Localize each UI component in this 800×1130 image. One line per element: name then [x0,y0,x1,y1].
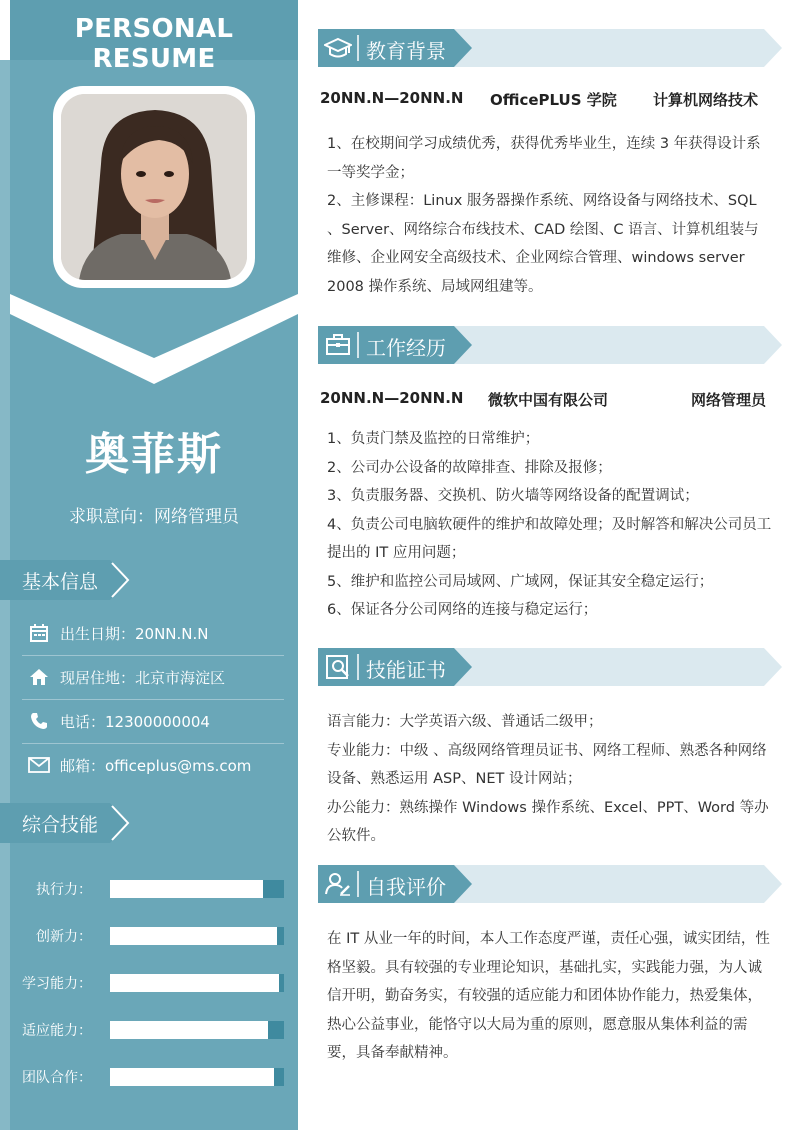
certificate-search-icon [324,653,352,681]
self-eval-title: 自我评价 [366,875,446,899]
skill-row [0,925,298,947]
certificates-title: 技能证书 [366,658,446,682]
work-detail-line: 3、负责服务器、交换机、防火墙等网络设备的配置调试； [327,488,699,504]
info-address [28,662,288,692]
certificates-details [327,708,772,851]
phone-icon [28,710,50,732]
info-email-text: 邮箱：officeplus@ms.com [60,756,252,775]
education-major: 计算机网络技术 [653,91,759,109]
work-company: 微软中国有限公司 [488,391,609,409]
education-detail-line: 2、主修课程：Linux 服务器操作系统、网络设备与网络技术、SQL 、Server、网络综合布线技术、CAD 绘图、C 语言、计算机组装与维修、企业网安全高级技术、企业网综合管理、windows server 2008 操作系统、局域网组建等。 [327,193,759,295]
skill-bar-fill [110,880,263,898]
work-details [327,425,772,625]
skill-row [0,878,298,900]
work-detail-line: 6、保证各分公司网络的连接与稳定运行； [327,602,598,618]
work-header [318,326,782,364]
skill-label: 适应能力： [22,1023,92,1039]
work-title: 工作经历 [366,336,446,360]
work-detail-line: 2、公司办公设备的故障排查、排除及报修； [327,459,612,476]
skills-title: 综合技能 [22,814,99,836]
skill-bar-fill [110,974,279,992]
work-detail-line: 5、维护和监控公司局域网、广域网，保证其安全稳定运行； [327,573,714,590]
info-phone [28,706,288,736]
portrait-icon [61,94,247,280]
briefcase-icon [324,331,352,359]
education-school: OfficePLUS 学院 [490,91,617,109]
user-edit-icon [324,870,352,898]
skill-row [0,1066,298,1088]
skill-bar-track [110,927,284,945]
avatar-frame [53,86,255,288]
chevron-decoration [0,280,298,390]
graduation-cap-icon [324,34,352,62]
sidebar [0,0,298,1130]
education-detail-line: 1、在校期间学习成绩优秀，获得优秀毕业生，连续 3 年获得设计系一等奖学金； [327,136,761,181]
skill-bar-fill [110,1021,268,1039]
avatar [61,94,247,280]
work-detail-line: 4、负责公司电脑软硬件的维护和故障处理；及时解答和解决公司员工提出的 IT 应用问题； [327,516,772,561]
certificates-header [318,648,782,686]
skill-bar-fill [110,1068,274,1086]
skill-label: 团队合作： [22,1070,92,1086]
info-birth-text: 出生日期：20NN.N.N [60,624,209,643]
education-details [327,130,772,301]
education-header [318,29,782,67]
skill-bar-track [110,974,284,992]
candidate-name: 奥菲斯 [85,429,223,480]
skill-bar-track [110,880,284,898]
info-birth [28,618,288,648]
skill-row [0,1019,298,1041]
job-intent: 求职意向：网络管理员 [69,507,239,527]
education-period: 20NN.N—20NN.N [320,89,464,107]
self-eval-header [318,865,782,903]
mail-icon [28,754,50,776]
self-eval-text: 在 IT 从业一年的时间，本人工作态度严谨，责任心强，诚实团结，性格坚毅。具有较强的专业理论知识，基础扎实，实践能力强，为人诚信开明，勤奋务实，有较强的适应能力和团体协作能力，热爱集体，热心公益事业，能恪守以大局为重的原则，愿意服从集体利益的需要，具备奉献精神。 [327,931,770,1061]
info-address-text: 现居住地：北京市海淀区 [60,668,226,687]
skill-label: 学习能力： [22,976,92,992]
skill-bar-fill [110,927,277,945]
education-title: 教育背景 [366,39,446,63]
skill-label: 创新力： [36,929,92,945]
certificate-line: 专业能力：中级 、高级网络管理员证书、网络工程师、熟悉各种网络设备、熟悉运用 ASP、NET 设计网站； [327,742,767,787]
basic-info-title: 基本信息 [22,571,99,593]
info-divider [22,655,284,656]
info-phone-text: 电话：12300000004 [60,712,210,731]
info-divider [22,699,284,700]
work-period: 20NN.N—20NN.N [320,389,464,407]
certificate-line: 语言能力：大学英语六级、普通话二级甲； [327,714,603,730]
skill-row [0,972,298,994]
info-email [28,750,288,780]
basic-info-tag [0,560,132,600]
skill-bar-track [110,1021,284,1039]
resume-title: PERSONAL RESUME [74,14,234,74]
work-position: 网络管理员 [691,391,767,409]
certificate-line: 办公能力：熟练操作 Windows 操作系统、Excel、PPT、Word 等办公软件。 [327,799,769,844]
resume-title-box [10,0,298,74]
skills-tag [0,803,132,843]
skill-bar-track [110,1068,284,1086]
skill-label: 执行力： [36,882,92,898]
home-icon [28,666,50,688]
info-divider [22,743,284,744]
calendar-icon [28,622,50,644]
work-detail-line: 1、负责门禁及监控的日常维护； [327,431,540,447]
